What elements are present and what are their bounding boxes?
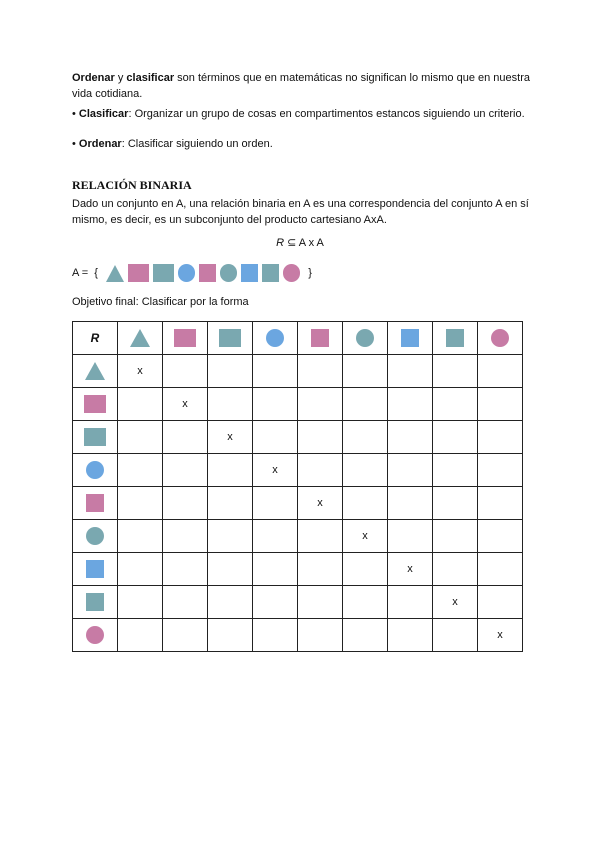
- table-cell: [163, 388, 208, 421]
- relation-mark: x: [317, 497, 323, 509]
- row-header-pink-square: [73, 487, 118, 520]
- table-cell: [478, 487, 523, 520]
- intro-connector: y: [114, 72, 127, 84]
- relation-mark: x: [182, 398, 188, 410]
- table-cell: [298, 520, 343, 553]
- table-cell: [163, 487, 208, 520]
- set-label: A =: [72, 267, 89, 279]
- table-cell: [208, 487, 253, 520]
- table-cell: [388, 619, 433, 652]
- table-cell: [208, 355, 253, 388]
- table-cell: [298, 553, 343, 586]
- row-header-blue-circle: [73, 454, 118, 487]
- column-header-pink-rectangle: [163, 322, 208, 355]
- table-cell: [298, 421, 343, 454]
- relation-mark: x: [227, 431, 233, 443]
- table-cell: [163, 421, 208, 454]
- table-cell: [433, 553, 478, 586]
- table-cell: [388, 454, 433, 487]
- relation-mark: x: [497, 629, 503, 641]
- table-cell: [433, 355, 478, 388]
- row-header-teal-square: [73, 586, 118, 619]
- row-header-teal-triangle: [73, 355, 118, 388]
- table-cell: [253, 520, 298, 553]
- table-cell: [208, 619, 253, 652]
- goal-text: Objetivo final: Clasificar por la forma: [72, 296, 249, 308]
- intro-term-ordenar: Ordenar: [72, 72, 115, 84]
- set-elements: [104, 264, 302, 281]
- relation-formula: [0, 236, 600, 249]
- table-cell: [208, 421, 253, 454]
- table-cell: [118, 421, 163, 454]
- table-cell: [388, 388, 433, 421]
- table-cell: [253, 454, 298, 487]
- table-row: [73, 388, 523, 421]
- blue-circle-shape: [86, 461, 104, 479]
- teal-rectangle-shape: [219, 329, 241, 347]
- table-corner-label: R: [73, 322, 118, 355]
- table-cell: [343, 553, 388, 586]
- teal-circle-shape: [86, 527, 104, 545]
- row-header-blue-square: [73, 553, 118, 586]
- column-header-teal-rectangle: [208, 322, 253, 355]
- table-cell: [118, 520, 163, 553]
- table-row: [73, 355, 523, 388]
- set-definition: [72, 260, 312, 286]
- pink-square-shape: [199, 264, 216, 281]
- relation-mark: x: [407, 563, 413, 575]
- blue-square-shape: [401, 329, 419, 347]
- pink-rectangle-shape: [174, 329, 196, 347]
- teal-square-shape: [262, 264, 279, 281]
- teal-square-shape: [446, 329, 464, 347]
- table-cell: [388, 355, 433, 388]
- column-header-pink-square: [298, 322, 343, 355]
- table-cell: [433, 454, 478, 487]
- set-close-brace: }: [308, 267, 312, 279]
- teal-rectangle-shape: [84, 428, 106, 446]
- table-cell: [118, 553, 163, 586]
- table-cell: [343, 355, 388, 388]
- table-cell: [253, 553, 298, 586]
- column-header-teal-triangle: [118, 322, 163, 355]
- relation-mark: x: [272, 464, 278, 476]
- pink-square-shape: [86, 494, 104, 512]
- blue-circle-shape: [266, 329, 284, 347]
- table-cell: [208, 553, 253, 586]
- table-cell: [478, 619, 523, 652]
- table-cell: [208, 520, 253, 553]
- row-header-pink-rectangle: [73, 388, 118, 421]
- teal-circle-shape: [220, 264, 237, 281]
- table-cell: [433, 520, 478, 553]
- table-cell: [298, 586, 343, 619]
- table-cell: [298, 487, 343, 520]
- table-cell: [253, 586, 298, 619]
- table-cell: [433, 619, 478, 652]
- table-cell: [208, 388, 253, 421]
- table-cell: [478, 586, 523, 619]
- table-cell: [163, 586, 208, 619]
- table-cell: [478, 421, 523, 454]
- table-cell: [163, 553, 208, 586]
- table-cell: [208, 454, 253, 487]
- table-row: [73, 619, 523, 652]
- bullet-text: : Organizar un grupo de cosas en compartimentos estancos siguiendo un criterio.: [128, 108, 525, 120]
- table-cell: [298, 619, 343, 652]
- table-cell: [343, 619, 388, 652]
- table-row: [73, 421, 523, 454]
- table-cell: [118, 487, 163, 520]
- table-cell: [118, 586, 163, 619]
- table-cell: [253, 619, 298, 652]
- bullet-term: Ordenar: [78, 138, 122, 150]
- table-cell: [433, 421, 478, 454]
- table-cell: [163, 619, 208, 652]
- blue-circle-shape: [178, 264, 195, 281]
- table-cell: [163, 355, 208, 388]
- pink-rectangle-shape: [128, 264, 149, 281]
- table-cell: [388, 421, 433, 454]
- table-cell: [388, 520, 433, 553]
- formula-r: R: [276, 237, 285, 249]
- table-cell: [478, 355, 523, 388]
- teal-triangle-shape: [85, 362, 105, 380]
- bullet-ordenar: [72, 136, 532, 152]
- row-header-teal-rectangle: [73, 421, 118, 454]
- definition-paragraph: Dado un conjunto en A, una relación binaria en A es una correspondencia del conjunto A en sí mismo, es decir, es un subconjunto del producto cartesiano AxA.: [72, 198, 529, 226]
- table-header-row: [73, 322, 523, 355]
- table-row: [73, 553, 523, 586]
- table-cell: [343, 487, 388, 520]
- blue-square-shape: [241, 264, 258, 281]
- bullet-clasificar: [72, 106, 532, 122]
- section-title: RELACIÓN BINARIA: [72, 178, 192, 192]
- table-cell: [343, 520, 388, 553]
- intro-term-clasificar: clasificar: [126, 72, 175, 84]
- table-cell: [343, 454, 388, 487]
- table-cell: [118, 355, 163, 388]
- teal-triangle-shape: [106, 265, 124, 282]
- table-cell: [298, 454, 343, 487]
- formula-rest: ⊆ A x A: [284, 237, 324, 249]
- column-header-teal-circle: [343, 322, 388, 355]
- pink-circle-shape: [283, 264, 300, 281]
- intro-text: son términos que en matemáticas no significan lo mismo que en nuestra vida cotidiana.: [72, 72, 530, 100]
- table-cell: [388, 487, 433, 520]
- table-cell: [433, 586, 478, 619]
- bullet-text: : Clasificar siguiendo un orden.: [121, 138, 273, 150]
- table-cell: [478, 454, 523, 487]
- table-cell: [433, 388, 478, 421]
- bullet-term: Clasificar: [78, 108, 129, 120]
- column-header-pink-circle: [478, 322, 523, 355]
- column-header-blue-square: [388, 322, 433, 355]
- row-header-teal-circle: [73, 520, 118, 553]
- pink-circle-shape: [86, 626, 104, 644]
- table-cell: [388, 586, 433, 619]
- teal-rectangle-shape: [153, 264, 174, 281]
- bullet-symbol: •: [72, 108, 76, 120]
- pink-rectangle-shape: [84, 395, 106, 413]
- relation-mark: x: [362, 530, 368, 542]
- blue-square-shape: [86, 560, 104, 578]
- column-header-teal-square: [433, 322, 478, 355]
- teal-circle-shape: [356, 329, 374, 347]
- bullet-symbol: •: [72, 138, 76, 150]
- set-open-brace: {: [94, 267, 98, 279]
- table-cell: [208, 586, 253, 619]
- intro-paragraph: [72, 70, 532, 102]
- table-cell: [163, 520, 208, 553]
- table-cell: [298, 388, 343, 421]
- table-cell: [253, 421, 298, 454]
- table-cell: [253, 388, 298, 421]
- table-cell: [118, 454, 163, 487]
- teal-square-shape: [86, 593, 104, 611]
- table-row: [73, 586, 523, 619]
- table-cell: [343, 421, 388, 454]
- pink-square-shape: [311, 329, 329, 347]
- table-cell: [118, 388, 163, 421]
- relation-table: [72, 321, 523, 652]
- table-cell: [163, 454, 208, 487]
- table-cell: [118, 619, 163, 652]
- table-cell: [388, 553, 433, 586]
- column-header-blue-circle: [253, 322, 298, 355]
- table-cell: [343, 586, 388, 619]
- table-row: [73, 487, 523, 520]
- table-cell: [298, 355, 343, 388]
- table-cell: [253, 355, 298, 388]
- table-cell: [343, 388, 388, 421]
- relation-mark: x: [137, 365, 143, 377]
- pink-circle-shape: [491, 329, 509, 347]
- teal-triangle-shape: [130, 329, 150, 347]
- row-header-pink-circle: [73, 619, 118, 652]
- table-cell: [478, 520, 523, 553]
- relation-mark: x: [452, 596, 458, 608]
- table-cell: [478, 553, 523, 586]
- table-row: [73, 520, 523, 553]
- table-cell: [253, 487, 298, 520]
- table-row: [73, 454, 523, 487]
- table-cell: [478, 388, 523, 421]
- table-cell: [433, 487, 478, 520]
